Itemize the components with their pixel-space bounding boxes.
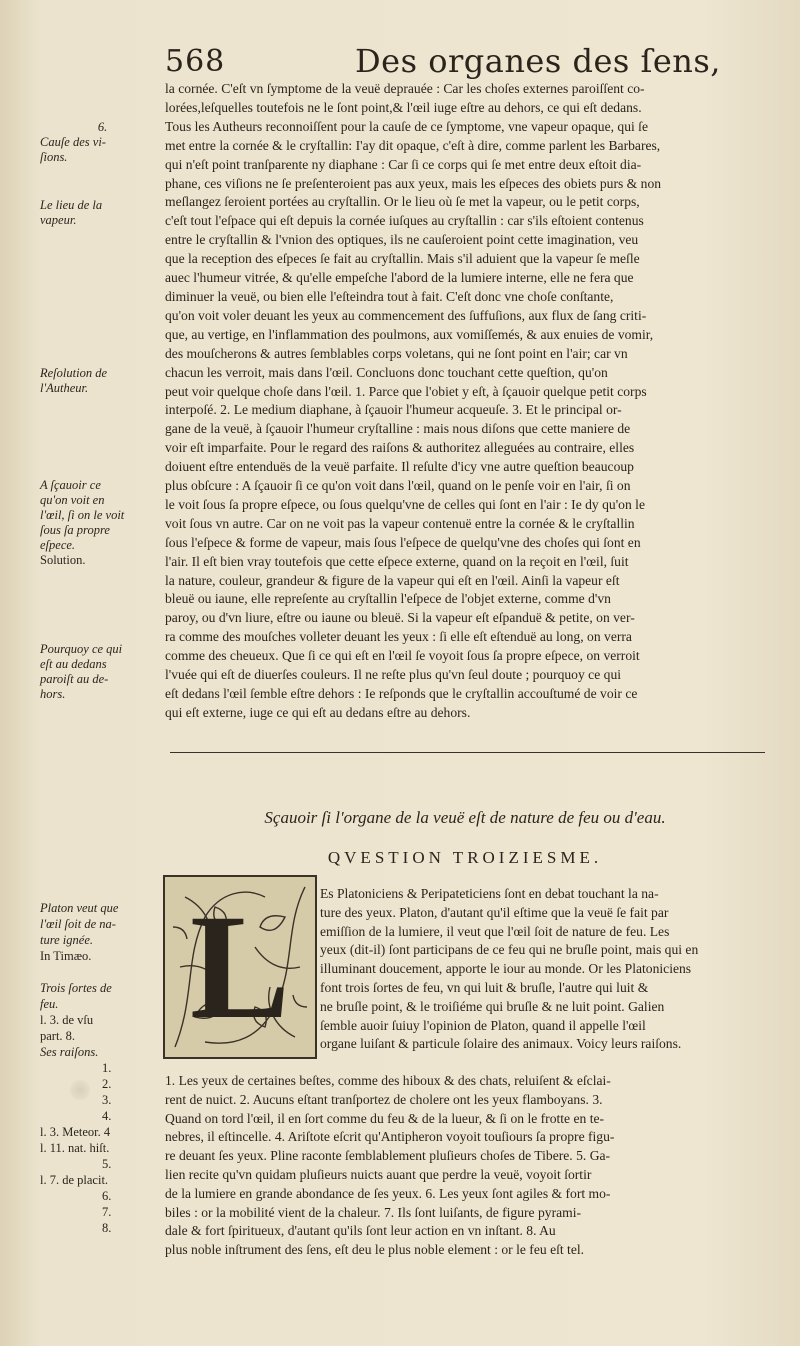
section-divider xyxy=(170,752,765,753)
text-line: font trois ſortes de feu, vn qui luit & bruſle, l'autre qui luit & xyxy=(320,979,649,995)
margin-note-line: paroiſt au de- xyxy=(40,672,109,686)
text-line: dale & fort ſpiritueux, d'autant qu'ils ſont leur action en vn inſtant. 8. Au xyxy=(165,1223,556,1239)
text-line: ra comme des mouſches volleter deuant les yeux : ſi elle eſt eſtenduë au long, on verra xyxy=(165,629,632,645)
text-line: lien recite qu'vn quidam pluſieurs nuicts auant que perdre la veuë, voyoit ſortir xyxy=(165,1166,592,1182)
text-line: ſous l'eſpece & forme de vapeur, mais ſous l'eſpece de quelqu'vne des choſes qui ſont en xyxy=(165,534,641,550)
text-line: phane, ces viſions ne ſe preſenteroient pas aux yeux, mais les eſpeces des obiets purs & non xyxy=(165,175,662,191)
text-line: bleuë ou iaune, elle repreſente au cryſtallin l'eſpece de l'objet externe, comme d'vn xyxy=(165,591,611,607)
text-line: que la reception des eſpeces ſe fait au cryſtallin. Mais s'il aduient que la vapeur ſe meſle xyxy=(165,251,640,267)
margin-note-line: qu'on voit en xyxy=(40,493,105,507)
margin-note-line: l'Autheur. xyxy=(40,381,89,395)
text-line: eſt dedans l'œil ſemble eſtre dehors : Ie reſponds que le cryſtallin accouſtumé de voir ce xyxy=(165,686,638,701)
margin-note-line: l. 11. nat. hiſt. xyxy=(40,1141,110,1155)
text-line: meſlangez ſeroient portées au cryſtallin. Or le lieu où ſe met la vapeur, ou le petit corps, xyxy=(165,194,640,210)
text-line: qu'on voit voler deuant les yeux au commencement des ſuffuſions, aux flux de ſang criti- xyxy=(165,307,647,323)
margin-note-line: l. 7. de placit. xyxy=(40,1173,109,1187)
text-line: chacun les verroit, mais dans l'œil. Concluons donc touchant cette queſtion, qu'on xyxy=(165,364,608,380)
text-line: c'eſt tout l'eſpace qui eſt depuis la cornée iuſques au cryſtallin : car s'ils eſtoient contenus xyxy=(165,213,644,229)
body-text-block xyxy=(165,80,765,723)
margin-note-line: 1. xyxy=(102,1061,112,1075)
margin-note-line: Cauſe des vi- xyxy=(40,135,106,149)
text-line: Tous les Autheurs reconnoiſſent pour la cauſe de ce ſymptome, vne vapeur opaque, qui ſe xyxy=(165,118,648,134)
margin-note-line: A ſçauoir ce xyxy=(40,478,101,492)
text-line: Quand on tord l'œil, il en ſort comme du feu & de la lueur, & ſi on le frotte en te- xyxy=(165,1110,605,1126)
margin-notes-bottom xyxy=(40,900,165,1236)
margin-note-line: Solution. xyxy=(40,553,86,567)
text-line: entre le cryſtallin & l'vnion des optiques, ils ne cauſeroient point cette imagination, veu xyxy=(165,232,639,248)
page-number: 568 xyxy=(165,44,226,79)
margin-note-line: 5. xyxy=(102,1157,112,1171)
text-line: de la lumiere en grande abondance de ſes yeux. 6. Les yeux ſont agiles & fort mo- xyxy=(165,1185,611,1201)
margin-note xyxy=(40,478,165,568)
margin-note-line: eſpece. xyxy=(40,538,76,552)
text-line: plus noble inſtrument des ſens, eſt deu le plus noble element : or le feu eſt tel. xyxy=(165,1242,585,1258)
text-line: qui eſt externe, iuge ce qui eſt au dedans eſtre au dehors. xyxy=(165,704,471,720)
text-line: diminuer la veuë, ou bien elle l'eſteindra tout à fait. C'eſt donc vne choſe conſtante, xyxy=(165,288,614,304)
margin-note xyxy=(40,366,165,396)
text-line: 1. Les yeux de certaines beſtes, comme des hiboux & des chats, reluiſent & eſclai- xyxy=(165,1073,611,1088)
running-head: Des organes des ſens, xyxy=(355,42,721,80)
question-reasons-text xyxy=(165,1072,765,1260)
text-line: le voit ſous ſa propre eſpece, ou ſous quelqu'vne de celles qui ſont en l'air : Ie dy qu'on le xyxy=(165,496,645,512)
margin-note-line: ſions. xyxy=(40,150,68,164)
text-line: emiſſion de la lumiere, il veut que l'œil ſoit de nature de feu. Les xyxy=(320,923,670,939)
text-line: lorées,leſquelles toutefois ne le ſont point,& l'œil iuge eſtre au dehors, ce qui eſt dedans. xyxy=(165,99,642,115)
text-line: rent de nuict. 2. Aucuns eſtant tranſportez de cholere ont les yeux flamboyans. 3. xyxy=(165,1091,603,1107)
margin-note-line: l'œil, ſi on le voit xyxy=(40,508,125,522)
text-line: peut voir quelque choſe dans l'œil. 1. Parce que l'obiet y eſt, à ſçauoir quelque petit corps xyxy=(165,383,647,399)
margin-note-line: part. 8. xyxy=(40,1029,76,1043)
margin-note-line: 8. xyxy=(102,1221,112,1235)
margin-note-line: ſous ſa propre xyxy=(40,523,110,537)
margin-note-line: 6. xyxy=(102,1189,112,1203)
text-line: biles : or la mobilité vient de la chaleur. 7. Ils ſont luiſants, de figure pyrami- xyxy=(165,1204,582,1220)
drop-cap-letter: L xyxy=(189,884,291,1050)
text-line: l'vuée qui eſt de diuerſes couleurs. Il ne reſte plus qu'vn ſeul doute ; pourquoy ce qui xyxy=(165,667,622,683)
text-line: l'air. Il eſt bien vray toutefois que cette eſpece externe, quand on la reçoit en l'œil, ſuit xyxy=(165,553,629,569)
margin-note-line: 3. xyxy=(102,1093,112,1107)
question-intro-text xyxy=(320,885,765,1054)
margin-note-line: eſt au dedans xyxy=(40,657,107,671)
text-line: voir eſt imparfaite. Pour le regard des raiſons & authoritez alleguées au contraire, elles xyxy=(165,440,635,456)
margin-note-line: Le lieu de la xyxy=(40,198,103,212)
text-line: que, au vertige, en l'inflammation des poulmons, aux vomiſſemés, & aux enuies de vomir, xyxy=(165,326,654,342)
margin-note-line: In Timæo. xyxy=(40,949,92,963)
margin-note-line xyxy=(40,964,165,980)
text-line: des mouſcherons & autres ſemblables corps voletans, qui ne ſont point en l'air; car vn xyxy=(165,345,628,361)
margin-note-line: Pourquoy ce qui xyxy=(40,642,123,656)
question-heading: QVESTION TROIZIESME. xyxy=(327,848,603,867)
margin-note-line: 4. xyxy=(102,1109,112,1123)
text-line: comme des cheueux. Que ſi ce qui eſt en l'œil ſe voyoit ſous ſa propre eſpece, on verroit xyxy=(165,648,640,664)
text-line: illuminant doucement, apporte le iour au monde. Or les Platoniciens xyxy=(320,961,692,977)
text-line: interpoſé. 2. Le medium diaphane, à ſçauoir l'humeur acqueuſe. 3. Et le principal or- xyxy=(165,402,622,418)
text-line: met entre la cornée & le cryſtallin: I'ay dit opaque, c'eſt à dire, comme parlent les Barbares, xyxy=(165,137,661,153)
text-line: la nature, couleur, grandeur & figure de la vapeur qui eſt en l'œil. Ainſi la vapeur eſt xyxy=(165,572,620,588)
text-line: ſemble auoir ſuiuy l'opinion de Platon, quand il appelle l'œil xyxy=(320,1017,646,1033)
text-line: ne bruſle point, & le troiſiéme qui bruſle & ne luit point. Galien xyxy=(320,998,665,1014)
text-line: la cornée. C'eſt vn ſymptome de la veuë deprauée : Car les choſes externes paroiſſent co- xyxy=(165,81,645,96)
section-title: Sçauoir ſi l'organe de la veuë eſt de nature de feu ou d'eau. xyxy=(264,808,666,827)
text-line: paroy, ou d'vn liure, eſtre ou iaune ou bleuë. Si la vapeur eſt eſpanduë & petite, on ver- xyxy=(165,610,635,626)
margin-note-line: Reſolution de xyxy=(40,366,107,380)
text-line: ture des yeux. Platon, d'autant qu'il eſtime que la veuë ſe fait par xyxy=(320,904,669,920)
text-line: yeux (dit-il) ſont participans de ce feu qui ne bruſle point, mais qui en xyxy=(320,942,699,958)
margin-note-line: 6. xyxy=(97,120,108,134)
ornamental-drop-cap xyxy=(163,875,317,1059)
text-line: doiuent eſtre entenduës de la veuë parfaite. Il reſulte d'icy vne autre queſtion beaucoup xyxy=(165,459,634,475)
text-line: qui n'eſt point tranſparente ny diaphane : Car ſi ce corps qui ſe met entre deux eſtoit dia- xyxy=(165,156,642,172)
margin-note-line: Platon veut que xyxy=(40,901,119,915)
margin-note-line: ture ignée. xyxy=(40,933,93,947)
text-line: voit ſous vn autre. Car on ne voit pas la vapeur contenuë entre la cornée & le cryſtallin xyxy=(165,515,635,531)
margin-note-line: 7. xyxy=(102,1205,112,1219)
text-line: organe luiſant & particule ſolaire des animaux. Voicy leurs raiſons. xyxy=(320,1036,682,1052)
margin-note xyxy=(40,642,165,702)
text-line: re deuant ſes yeux. Pline raconte ſemblablement pluſieurs choſes de Tibere. 5. Ga- xyxy=(165,1148,611,1164)
margin-note-line: Ses raiſons. xyxy=(40,1045,99,1059)
margin-note-line: vapeur. xyxy=(40,213,77,227)
margin-note-line: l. 3. Meteor. 4 xyxy=(40,1125,111,1139)
text-line: auec l'humeur vitrée, & qu'elle empeſche l'abord de la lumiere interne, elle ne fera que xyxy=(165,270,634,286)
margin-note-line: feu. xyxy=(40,997,59,1011)
text-line: Es Platoniciens & Peripateticiens ſont en debat touchant la na- xyxy=(320,886,659,901)
margin-note-line: 2. xyxy=(102,1077,112,1091)
margin-note-line: l'œil ſoit de na- xyxy=(40,917,116,931)
margin-note-line: hors. xyxy=(40,687,66,701)
text-line: plus obſcure : A ſçauoir ſi ce qu'on voit dans l'œil, quand on le penſe voir en l'air, ſi on xyxy=(165,478,631,494)
margin-note xyxy=(40,120,165,165)
margin-note-line: Trois ſortes de xyxy=(40,981,112,995)
text-line: nebres, il eſtincelle. 4. Ariſtote eſcrit qu'Antipheron voyoit touſiours ſa propre figu- xyxy=(165,1129,615,1145)
margin-note xyxy=(40,198,165,228)
text-line: gane de la veuë, à ſçauoir l'humeur cryſtalline : mais nous diſons que cette maniere de xyxy=(165,421,631,437)
margin-note-line: l. 3. de vſu xyxy=(40,1013,94,1027)
